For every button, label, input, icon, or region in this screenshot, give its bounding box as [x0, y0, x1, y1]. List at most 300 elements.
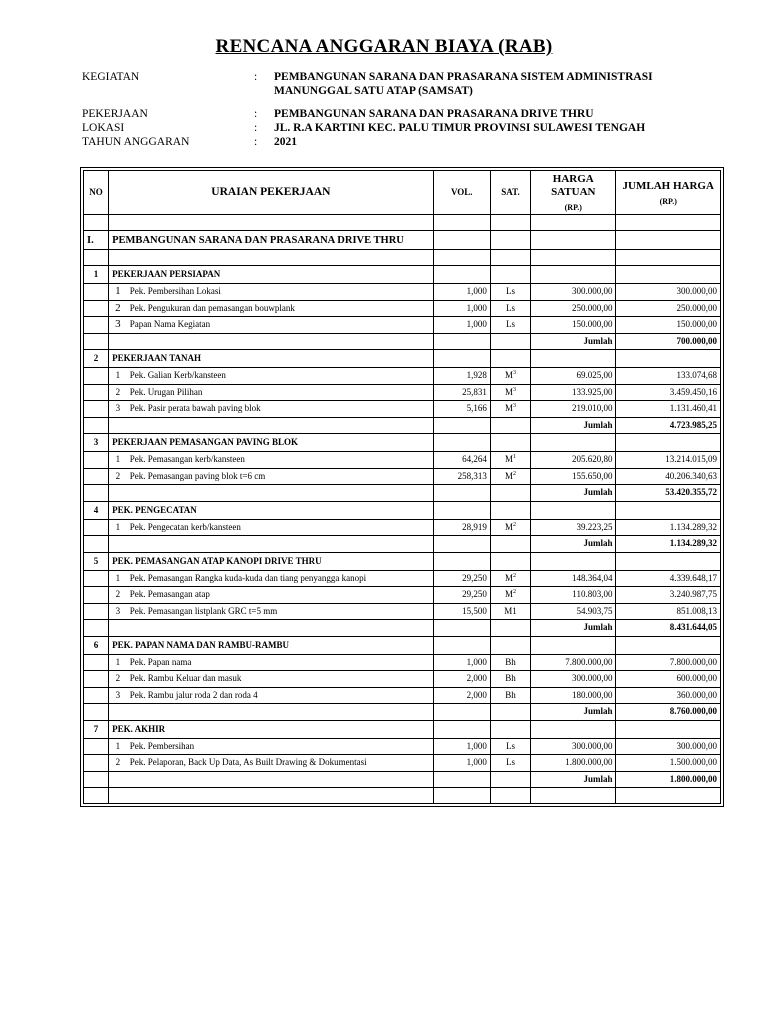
subtotal-row — [84, 485, 721, 502]
pekerjaan-label: PEKERJAAN — [82, 108, 148, 120]
table-cell — [109, 620, 434, 637]
item-volume: 2,000 — [433, 671, 490, 688]
table-cell — [433, 636, 490, 654]
item-total: 851.008,13 — [616, 603, 721, 620]
table-cell — [84, 485, 109, 502]
item-unit — [490, 738, 530, 755]
table-cell — [490, 485, 530, 502]
table-cell — [84, 300, 109, 317]
table-row — [84, 468, 721, 485]
item-description: Pek. Pengukuran dan pemasangan bouwplank — [127, 300, 433, 317]
table-cell — [531, 552, 616, 570]
item-total: 4.339.648,17 — [616, 570, 721, 587]
group-row — [84, 434, 721, 452]
meta-pekerjaan — [82, 107, 722, 121]
item-description: Pek. Pemasangan Rangka kuda-kuda dan tiang penyangga kanopi — [127, 570, 433, 587]
item-unit — [490, 384, 530, 401]
table-cell — [109, 788, 434, 804]
table-row — [84, 654, 721, 671]
table-cell — [84, 671, 109, 688]
table-cell — [84, 687, 109, 704]
unit-label: Ls — [505, 302, 515, 313]
table-row — [84, 755, 721, 772]
table-cell — [433, 250, 490, 266]
group-no: 4 — [84, 501, 109, 519]
table-cell — [490, 552, 530, 570]
item-total: 300.000,00 — [616, 738, 721, 755]
group-row — [84, 552, 721, 570]
table-cell — [490, 350, 530, 368]
table-cell — [84, 536, 109, 553]
item-total: 150.000,00 — [616, 317, 721, 334]
item-unit-price: 1.800.000,00 — [531, 755, 616, 772]
item-volume: 15,500 — [433, 603, 490, 620]
table-cell — [84, 452, 109, 469]
subtotal-row — [84, 771, 721, 788]
table-cell — [490, 215, 530, 231]
item-number: 1 — [109, 654, 127, 671]
table-cell — [531, 215, 616, 231]
table-cell — [490, 788, 530, 804]
table-cell — [109, 333, 434, 350]
item-number: 3 — [109, 317, 127, 334]
item-volume: 1,000 — [433, 284, 490, 301]
group-title: PEK. PAPAN NAMA DAN RAMBU-RAMBU — [109, 636, 434, 654]
item-total: 360.000,00 — [616, 687, 721, 704]
table-cell — [433, 350, 490, 368]
item-number: 1 — [109, 570, 127, 587]
table-cell — [84, 771, 109, 788]
item-unit — [490, 300, 530, 317]
table-cell — [433, 266, 490, 284]
item-total: 250.000,00 — [616, 300, 721, 317]
item-description: Pek. Pembersihan Lokasi — [127, 284, 433, 301]
table-cell — [531, 231, 616, 250]
item-unit — [490, 468, 530, 485]
item-unit-price: 54.903,75 — [531, 603, 616, 620]
group-title: PEK. PENGECATAN — [109, 501, 434, 519]
header-sat: SAT. — [490, 171, 530, 215]
table-cell — [109, 704, 434, 721]
table-row — [84, 401, 721, 418]
item-unit-price: 150.000,00 — [531, 317, 616, 334]
item-description: Pek. Papan nama — [127, 654, 433, 671]
subtotal-value: 8.760.000,00 — [616, 704, 721, 721]
item-unit — [490, 687, 530, 704]
header-harga-satuan — [531, 171, 616, 215]
table-cell — [616, 231, 721, 250]
item-unit-price: 300.000,00 — [531, 284, 616, 301]
item-number: 2 — [109, 755, 127, 772]
unit-exponent: 3 — [512, 386, 516, 393]
item-description: Pek. Urugan Pilihan — [127, 384, 433, 401]
subtotal-row — [84, 417, 721, 434]
unit-label: M1 — [504, 605, 517, 616]
colon: : — [254, 108, 258, 120]
header-harga-satuan-unit: (RP.) — [564, 203, 582, 212]
group-title: PEK. PEMASANGAN ATAP KANOPI DRIVE THRU — [109, 552, 434, 570]
unit-label: Ls — [505, 319, 515, 330]
table-cell — [84, 570, 109, 587]
unit-exponent: 2 — [512, 521, 516, 528]
header-harga-satuan-label: HARGA SATUAN — [551, 173, 596, 198]
item-description: Pek. Galian Kerb/kansteen — [127, 368, 433, 385]
table-row-blank — [84, 788, 721, 804]
item-unit-price: 300.000,00 — [531, 671, 616, 688]
item-volume: 1,000 — [433, 738, 490, 755]
item-number: 2 — [109, 671, 127, 688]
item-number: 1 — [109, 284, 127, 301]
item-unit-price: 110.803,00 — [531, 587, 616, 604]
item-number: 2 — [109, 587, 127, 604]
table-cell — [84, 654, 109, 671]
subtotal-label: Jumlah — [531, 485, 616, 502]
table-row — [84, 519, 721, 536]
subtotal-label: Jumlah — [531, 536, 616, 553]
table-cell — [616, 215, 721, 231]
item-total: 7.800.000,00 — [616, 654, 721, 671]
table-cell — [490, 266, 530, 284]
table-cell — [433, 215, 490, 231]
group-title: PEKERJAAN TANAH — [109, 350, 434, 368]
item-total: 600.000,00 — [616, 671, 721, 688]
subtotal-value: 4.723.985,25 — [616, 417, 721, 434]
item-unit — [490, 368, 530, 385]
colon: : — [254, 136, 258, 148]
table-row — [84, 587, 721, 604]
subtotal-value: 53.420.355,72 — [616, 485, 721, 502]
table-cell — [490, 536, 530, 553]
unit-label: M — [504, 370, 513, 381]
group-title: PEK. AKHIR — [109, 720, 434, 738]
table-cell — [84, 417, 109, 434]
unit-exponent: 3 — [512, 370, 516, 377]
subtotal-label: Jumlah — [531, 333, 616, 350]
item-total: 40.206.340,63 — [616, 468, 721, 485]
item-volume: 29,250 — [433, 587, 490, 604]
unit-label: Bh — [505, 689, 516, 700]
table-cell — [433, 552, 490, 570]
header-uraian: URAIAN PEKERJAAN — [109, 171, 434, 215]
item-unit-price: 180.000,00 — [531, 687, 616, 704]
table-cell — [616, 266, 721, 284]
table-row — [84, 452, 721, 469]
item-volume: 25,831 — [433, 384, 490, 401]
item-unit-price: 205.620,80 — [531, 452, 616, 469]
item-number: 3 — [109, 401, 127, 418]
item-unit — [490, 401, 530, 418]
header-no: NO — [84, 171, 109, 215]
table-cell — [84, 384, 109, 401]
group-no: 5 — [84, 552, 109, 570]
meta-kegiatan — [82, 70, 722, 98]
table-cell — [490, 704, 530, 721]
table-cell — [531, 350, 616, 368]
table-row — [84, 687, 721, 704]
table-cell — [531, 720, 616, 738]
subtotal-label: Jumlah — [531, 704, 616, 721]
table-cell — [531, 788, 616, 804]
table-cell — [531, 250, 616, 266]
group-row — [84, 266, 721, 284]
section-title: PEMBANGUNAN SARANA DAN PRASARANA DRIVE THRU — [109, 231, 434, 250]
table-cell — [616, 350, 721, 368]
item-volume: 29,250 — [433, 570, 490, 587]
table-cell — [433, 417, 490, 434]
table-cell — [490, 250, 530, 266]
table-cell — [616, 501, 721, 519]
item-description: Pek. Rambu Keluar dan masuk — [127, 671, 433, 688]
item-number: 3 — [109, 687, 127, 704]
table-cell — [84, 587, 109, 604]
table-cell — [433, 788, 490, 804]
table-cell — [433, 231, 490, 250]
table-cell — [433, 771, 490, 788]
table-row — [84, 738, 721, 755]
item-number: 2 — [109, 300, 127, 317]
table-cell — [433, 536, 490, 553]
table-cell — [531, 266, 616, 284]
item-number: 2 — [109, 384, 127, 401]
item-unit — [490, 755, 530, 772]
table-row — [84, 368, 721, 385]
table-row — [84, 671, 721, 688]
subtotal-label: Jumlah — [531, 771, 616, 788]
table-cell — [109, 536, 434, 553]
table-row-blank — [84, 250, 721, 266]
unit-exponent: 3 — [512, 403, 516, 410]
table-row — [84, 317, 721, 334]
subtotal-value: 8.431.644,05 — [616, 620, 721, 637]
item-total: 3.459.450,16 — [616, 384, 721, 401]
table-cell — [84, 788, 109, 804]
unit-label: M — [504, 454, 513, 465]
table-cell — [490, 417, 530, 434]
meta-tahun — [82, 135, 722, 149]
group-row — [84, 636, 721, 654]
lokasi-label: LOKASI — [82, 122, 125, 134]
item-unit-price: 219.010,00 — [531, 401, 616, 418]
item-volume: 2,000 — [433, 687, 490, 704]
lokasi-value: JL. R.A KARTINI KEC. PALU TIMUR PROVINSI SULAWESI TENGAH — [274, 122, 646, 134]
table-cell — [84, 333, 109, 350]
item-unit — [490, 587, 530, 604]
table-row — [84, 603, 721, 620]
meta-lokasi — [82, 121, 722, 135]
unit-exponent: 2 — [512, 572, 516, 579]
item-volume: 1,000 — [433, 300, 490, 317]
item-unit — [490, 570, 530, 587]
table-cell — [490, 434, 530, 452]
group-no: 3 — [84, 434, 109, 452]
item-volume: 28,919 — [433, 519, 490, 536]
table-row — [84, 300, 721, 317]
section-no: I. — [84, 231, 109, 250]
item-description: Pek. Pemasangan kerb/kansteen — [127, 452, 433, 469]
item-unit-price: 39.223,25 — [531, 519, 616, 536]
table-cell — [84, 368, 109, 385]
item-description: Pek. Pelaporan, Back Up Data, As Built Drawing & Dokumentasi — [127, 755, 433, 772]
table-cell — [490, 231, 530, 250]
table-cell — [84, 215, 109, 231]
item-volume: 5,166 — [433, 401, 490, 418]
table-cell — [84, 738, 109, 755]
table-cell — [84, 284, 109, 301]
unit-label: Bh — [505, 656, 516, 667]
table-cell — [84, 704, 109, 721]
group-row — [84, 501, 721, 519]
table-cell — [433, 333, 490, 350]
document-title: RENCANA ANGGARAN BIAYA (RAB) — [215, 36, 553, 57]
table-cell — [616, 788, 721, 804]
table-cell — [490, 501, 530, 519]
item-volume: 258,313 — [433, 468, 490, 485]
item-total: 3.240.987,75 — [616, 587, 721, 604]
table-cell — [616, 250, 721, 266]
group-row — [84, 350, 721, 368]
unit-label: Ls — [505, 757, 515, 768]
unit-label: M — [504, 521, 513, 532]
table-row — [84, 384, 721, 401]
item-number: 1 — [109, 519, 127, 536]
item-unit-price: 300.000,00 — [531, 738, 616, 755]
item-total: 133.074,68 — [616, 368, 721, 385]
unit-label: M — [504, 386, 513, 397]
table-cell — [84, 603, 109, 620]
unit-exponent: 2 — [512, 470, 516, 477]
table-cell — [84, 250, 109, 266]
item-description: Pek. Pemasangan paving blok t=6 cm — [127, 468, 433, 485]
item-unit-price: 148.364,04 — [531, 570, 616, 587]
item-total: 1.500.000,00 — [616, 755, 721, 772]
unit-label: M — [504, 589, 513, 600]
table-row — [84, 284, 721, 301]
item-total: 1.134.289,32 — [616, 519, 721, 536]
table-cell — [109, 417, 434, 434]
item-volume: 1,000 — [433, 317, 490, 334]
item-number: 1 — [109, 368, 127, 385]
item-unit-price: 7.800.000,00 — [531, 654, 616, 671]
table-cell — [84, 755, 109, 772]
table-cell — [109, 250, 434, 266]
table-row — [84, 570, 721, 587]
table-cell — [84, 401, 109, 418]
table-body — [84, 215, 721, 804]
group-row — [84, 720, 721, 738]
table-cell — [490, 771, 530, 788]
unit-exponent: 2 — [512, 589, 516, 596]
table-cell — [490, 620, 530, 637]
item-unit-price: 133.925,00 — [531, 384, 616, 401]
group-title: PEKERJAAN PEMASANGAN PAVING BLOK — [109, 434, 434, 452]
subtotal-row — [84, 536, 721, 553]
kegiatan-label: KEGIATAN — [82, 71, 140, 83]
table-cell — [616, 720, 721, 738]
table-cell — [490, 333, 530, 350]
unit-label: Bh — [505, 673, 516, 684]
item-description: Pek. Pemasangan atap — [127, 587, 433, 604]
item-volume: 64,264 — [433, 452, 490, 469]
table-cell — [531, 636, 616, 654]
table-cell — [109, 485, 434, 502]
item-description: Papan Nama Kegiatan — [127, 317, 433, 334]
subtotal-row — [84, 704, 721, 721]
table-cell — [433, 501, 490, 519]
table-cell — [433, 485, 490, 502]
subtotal-row — [84, 333, 721, 350]
unit-exponent: 1 — [512, 454, 516, 461]
unit-label: M — [504, 403, 513, 414]
group-no: 6 — [84, 636, 109, 654]
item-total: 1.131.460,41 — [616, 401, 721, 418]
item-unit-price: 69.025,00 — [531, 368, 616, 385]
colon: : — [254, 122, 258, 134]
item-description: Pek. Pengecatan kerb/kansteen — [127, 519, 433, 536]
item-number: 1 — [109, 738, 127, 755]
item-volume: 1,000 — [433, 755, 490, 772]
section-row — [84, 231, 721, 250]
header-jumlah-harga-unit: (RP.) — [659, 196, 677, 206]
tahun-label: TAHUN ANGGARAN — [82, 136, 190, 148]
subtotal-value: 1.800.000,00 — [616, 771, 721, 788]
header-jumlah-harga — [616, 171, 721, 215]
header-vol: VOL. — [433, 171, 490, 215]
subtotal-row — [84, 620, 721, 637]
item-unit — [490, 519, 530, 536]
group-no: 2 — [84, 350, 109, 368]
item-unit — [490, 671, 530, 688]
subtotal-label: Jumlah — [531, 417, 616, 434]
table-cell — [616, 552, 721, 570]
table-cell — [616, 636, 721, 654]
table-row-blank — [84, 215, 721, 231]
item-number: 2 — [109, 468, 127, 485]
table-cell — [433, 434, 490, 452]
item-unit — [490, 317, 530, 334]
table-cell — [109, 215, 434, 231]
table-cell — [531, 501, 616, 519]
tahun-value: 2021 — [274, 136, 297, 148]
group-no: 7 — [84, 720, 109, 738]
table-cell — [433, 720, 490, 738]
item-description: Pek. Pemasangan listplank GRC t=5 mm — [127, 603, 433, 620]
table-cell — [490, 636, 530, 654]
table-cell — [84, 620, 109, 637]
unit-label: Ls — [505, 286, 515, 297]
table-cell — [84, 468, 109, 485]
table-cell — [490, 720, 530, 738]
unit-label: M — [504, 572, 513, 583]
table-cell — [433, 620, 490, 637]
subtotal-label: Jumlah — [531, 620, 616, 637]
item-description: Pek. Rambu jalur roda 2 dan roda 4 — [127, 687, 433, 704]
rab-table — [83, 170, 721, 804]
rab-table-frame — [80, 167, 724, 807]
item-unit-price: 250.000,00 — [531, 300, 616, 317]
item-volume: 1,000 — [433, 654, 490, 671]
table-cell — [616, 434, 721, 452]
table-cell — [84, 519, 109, 536]
item-volume: 1,928 — [433, 368, 490, 385]
table-cell — [433, 704, 490, 721]
item-description: Pek. Pasir perata bawah paving blok — [127, 401, 433, 418]
item-unit-price: 155.650,00 — [531, 468, 616, 485]
unit-label: M — [504, 470, 513, 481]
item-unit — [490, 654, 530, 671]
item-unit — [490, 284, 530, 301]
pekerjaan-value: PEMBANGUNAN SARANA DAN PRASARANA DRIVE THRU — [274, 108, 594, 120]
item-description: Pek. Pembersihan — [127, 738, 433, 755]
